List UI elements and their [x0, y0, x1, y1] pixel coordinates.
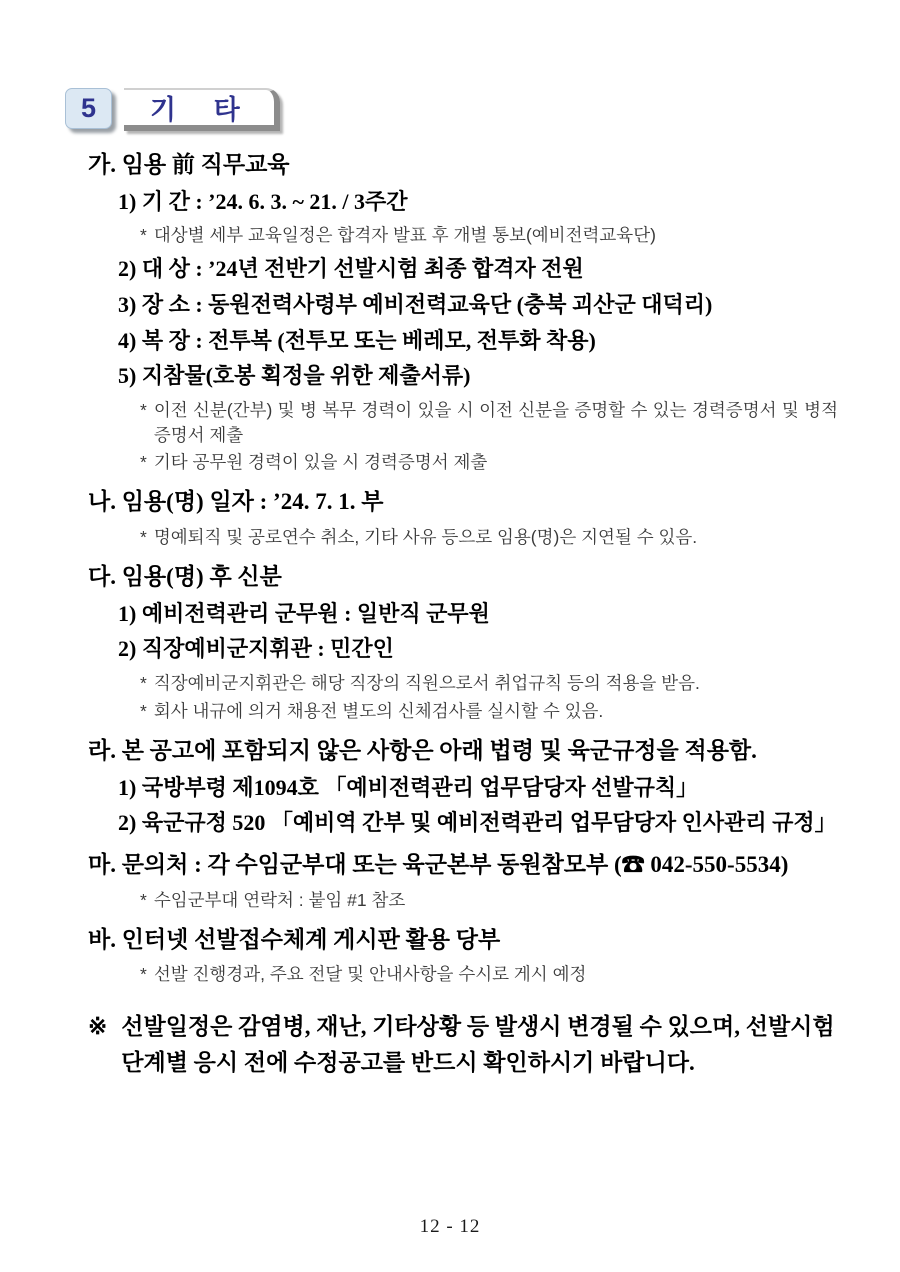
- section-ba: [88, 925, 838, 988]
- section-ma: [88, 850, 838, 913]
- note-text: 명예퇴직 및 공로연수 취소, 기타 사유 등으로 임용(명)은 지연될 수 있음.: [153, 527, 698, 548]
- heading-ra: 라. 본 공고에 포함되지 않은 사항은 아래 법령 및 육군규정을 적용함.: [88, 737, 757, 763]
- note-text: 회사 내규에 의거 채용전 별도의 신체검사를 실시할 수 있음.: [153, 700, 604, 721]
- item-da-2: 2) 직장예비군지휘관 : 민간인: [118, 636, 394, 662]
- star-bullet-icon: *: [140, 452, 147, 473]
- star-bullet-icon: *: [140, 673, 147, 694]
- heading-da: 다. 임용(명) 후 신분: [88, 563, 282, 589]
- section-header: [65, 88, 838, 134]
- item-ga-3: 3) 장 소 : 동원전력사령부 예비전력교육단 (충북 괴산군 대덕리): [118, 291, 713, 317]
- section-da: [88, 562, 838, 724]
- section-ra: [88, 736, 838, 838]
- note-text: 이전 신분(간부) 및 병 복무 경력이 있을 시 이전 신분을 증명할 수 있는 경력증명서 및 병적증명서 제출: [153, 399, 838, 445]
- star-bullet-icon: *: [140, 964, 147, 985]
- section-ga: [88, 150, 838, 475]
- note-text: 수임군부대 연락처 : 붙임 #1 참조: [153, 889, 406, 910]
- note-ba-1: [140, 962, 838, 987]
- item-ga-5: 5) 지참물(호봉 획정을 위한 제출서류): [118, 363, 471, 389]
- note-text: 직장예비군지휘관은 해당 직장의 직원으로서 취업규칙 등의 적용을 받음.: [153, 673, 700, 694]
- note-ga-3: [140, 450, 838, 475]
- reference-mark-icon: ※: [88, 1014, 108, 1040]
- note-da-2: [140, 699, 838, 724]
- heading-ma: 마. 문의처 : 각 수임군부대 또는 육군본부 동원참모부 (☎ 042-550-5534): [88, 851, 789, 877]
- heading-na: 나. 임용(명) 일자 : ’24. 7. 1. 부: [88, 489, 384, 515]
- heading-ga: 가. 임용 前 직무교육: [88, 152, 290, 177]
- note-na-1: [140, 525, 838, 550]
- note-da-1: [140, 671, 838, 696]
- star-bullet-icon: *: [140, 225, 147, 246]
- item-da-1: 1) 예비전력관리 군무원 : 일반직 군무원: [118, 600, 490, 626]
- section-number: 5: [80, 93, 97, 123]
- final-note-text: 선발일정은 감염병, 재난, 기타상황 등 발생시 변경될 수 있으며, 선발시험 단계별 응시 전에 수정공고를 반드시 확인하시기 바랍니다.: [121, 1014, 841, 1075]
- heading-ba: 바. 인터넷 선발접수체계 게시판 활용 당부: [88, 926, 501, 952]
- star-bullet-icon: *: [140, 700, 147, 721]
- item-ga-4: 4) 복 장 : 전투복 (전투모 또는 베레모, 전투화 착용): [118, 327, 596, 353]
- note-text: 기타 공무원 경력이 있을 시 경력증명서 제출: [153, 452, 488, 473]
- note-ga-1: [140, 223, 838, 248]
- item-ra-2: 2) 육군규정 520 「예비역 간부 및 예비전력관리 업무담당자 인사관리 규정」: [118, 810, 837, 836]
- final-caution-note: [88, 1009, 841, 1080]
- item-ra-1: 1) 국방부령 제1094호 「예비전력관리 업무담당자 선발규칙」: [118, 774, 699, 800]
- page-number: 12 - 12: [419, 1216, 481, 1237]
- star-bullet-icon: *: [140, 889, 147, 910]
- item-ga-1: 1) 기 간 : ’24. 6. 3. ~ 21. / 3주간: [118, 188, 408, 214]
- section-number-badge: [65, 88, 112, 129]
- note-ma-1: [140, 888, 838, 913]
- section-title: 기 타: [150, 95, 248, 125]
- section-na: [88, 487, 838, 550]
- note-text: 대상별 세부 교육일정은 합격자 발표 후 개별 통보(예비전력교육단): [153, 225, 656, 246]
- section-title-box: [124, 88, 280, 131]
- note-ga-2: [140, 398, 838, 448]
- star-bullet-icon: *: [140, 527, 147, 548]
- star-bullet-icon: *: [140, 399, 147, 420]
- item-ga-2: 2) 대 상 : ’24년 전반기 선발시험 최종 합격자 전원: [118, 256, 584, 282]
- note-text: 선발 진행경과, 주요 전달 및 안내사항을 수시로 게시 예정: [153, 964, 587, 985]
